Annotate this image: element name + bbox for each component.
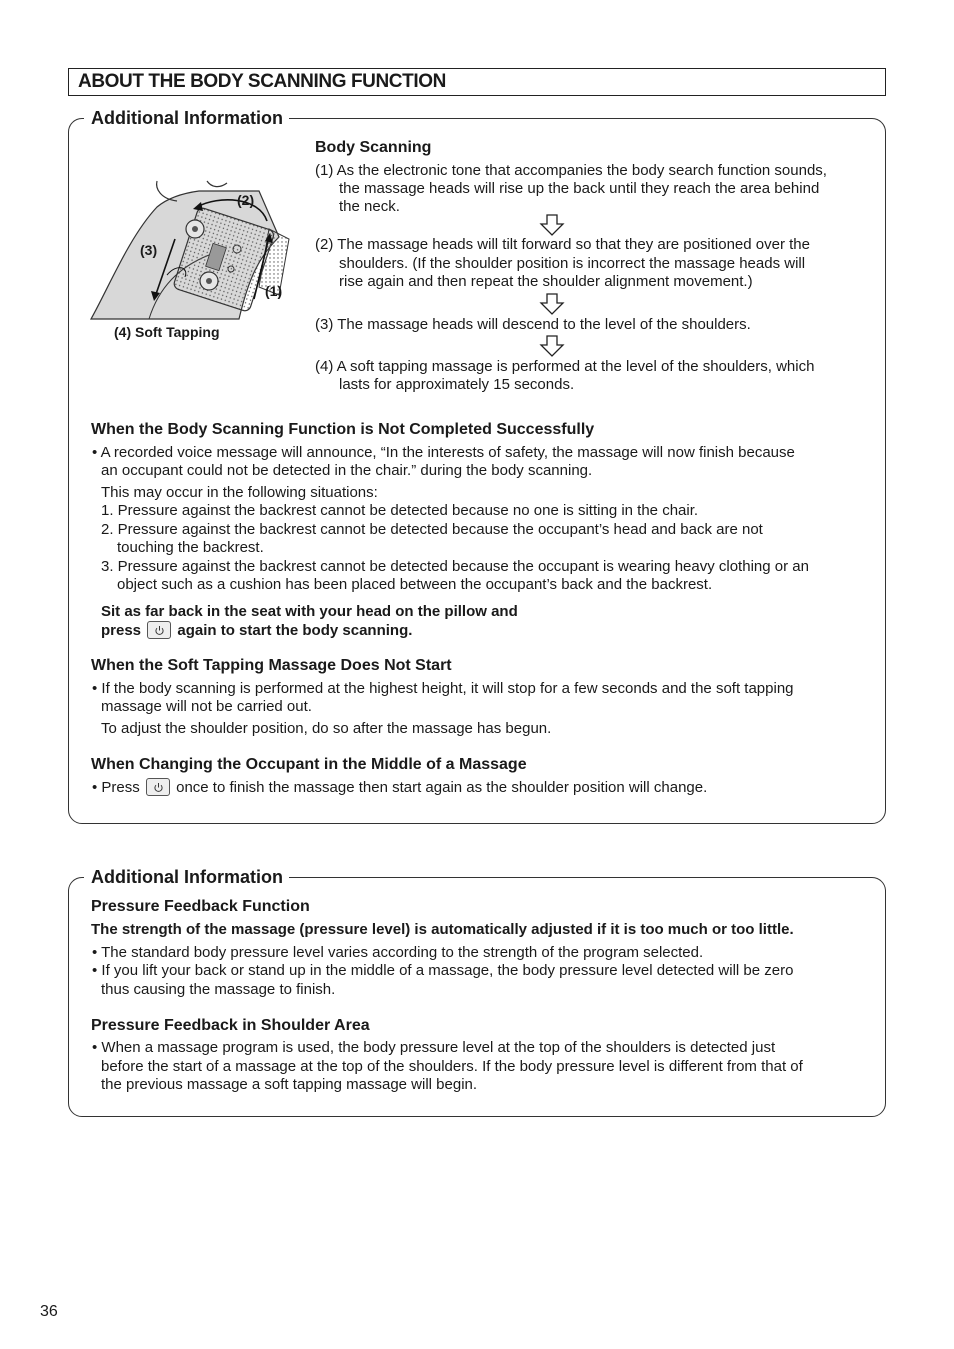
box-legend: Additional Information [84,108,289,128]
advice-restart-text: again to start the body scanning. [177,622,413,639]
figure-label-2: (2) [237,192,255,208]
body-scanning-illustration [89,177,294,322]
step-2-line-1: (2) The massage heads will tilt forward so that they are positioned over the [315,236,810,253]
page-title: ABOUT THE BODY SCANNING FUNCTION [68,68,886,96]
figure-caption: (4) Soft Tapping [114,324,220,340]
power-button-icon [146,778,170,796]
figure-label-1: (1) [265,283,283,299]
step-1-line-2: the massage heads will rise up the back until they reach the area behind [339,180,820,197]
power-button-icon [147,621,171,639]
soft-tapping-bullet-line-2: massage will not be carried out. [101,698,312,715]
soft-tapping-title: When the Soft Tapping Massage Does Not Start [91,657,452,674]
down-arrow-icon [539,214,565,236]
pressure-feedback-lead: The strength of the massage (pressure level) is automatically adjusted if it is too much or too little. [91,921,794,938]
shoulder-area-title: Pressure Feedback in Shoulder Area [91,1017,370,1034]
additional-info-box-1 [68,108,886,824]
changing-occupant-press-text: • Press [92,779,140,796]
step-1-line-3: the neck. [339,198,400,215]
box-legend: Additional Information [84,867,289,887]
figure-label-3: (3) [140,242,158,258]
changing-occupant-title: When Changing the Occupant in the Middle of a Massage [91,756,527,773]
situation-item-3-line-1: 3. Pressure against the backrest cannot be detected because the occupant is wearing heavy clothing or an [101,558,809,575]
step-4-line-1: (4) A soft tapping massage is performed at the level of the shoulders, which [315,358,815,375]
down-arrow-icon [539,335,565,357]
shoulder-area-bullet-line-1: • When a massage program is used, the body pressure level at the top of the shoulders is detected just [92,1039,776,1056]
pressure-feedback-bullet-2-line-2: thus causing the massage to finish. [101,981,336,998]
body-scanning-title: Body Scanning [315,139,432,156]
changing-occupant-bullet [92,778,707,798]
situation-item-1: 1. Pressure against the backrest cannot be detected because no one is sitting in the chair. [101,502,699,519]
step-3-line-1: (3) The massage heads will descend to the level of the shoulders. [315,316,751,333]
situation-item-2-line-2: touching the backrest. [117,539,264,556]
soft-tapping-note: To adjust the shoulder position, do so after the massage has begun. [101,720,552,737]
not-completed-bullet-line-1: • A recorded voice message will announce, “In the interests of safety, the massage will now finish because [92,444,795,461]
pressure-feedback-bullet-2-line-1: • If you lift your back or stand up in the middle of a massage, the body pressure level detected will be zero [92,962,794,979]
changing-occupant-rest-text: once to finish the massage then start again as the shoulder position will change. [176,779,708,796]
pressure-feedback-title: Pressure Feedback Function [91,898,310,915]
situation-item-3-line-2: object such as a cushion has been placed between the occupant’s back and the backrest. [117,576,713,593]
situation-item-2-line-1: 2. Pressure against the backrest cannot be detected because the occupant’s head and back are not [101,521,763,538]
step-1-line-1: (1) As the electronic tone that accompanies the body search function sounds, [315,162,827,179]
down-arrow-icon [539,293,565,315]
step-4-line-2: lasts for approximately 15 seconds. [339,376,575,393]
soft-tapping-bullet-line-1: • If the body scanning is performed at the highest height, it will stop for a few seconds and the soft tapping [92,680,794,697]
advice-line-2 [101,621,412,641]
step-2-line-2: shoulders. (If the shoulder position is incorrect the massage heads will [339,255,806,272]
step-2-line-3: rise again and then repeat the shoulder alignment movement.) [339,273,753,290]
pressure-feedback-bullet-1: • The standard body pressure level varies according to the strength of the program selected. [92,944,704,961]
additional-info-box-2 [68,867,886,1117]
situations-intro: This may occur in the following situations: [101,484,378,501]
page-number: 36 [40,1303,58,1320]
not-completed-title: When the Body Scanning Function is Not Completed Successfully [91,421,595,438]
advice-press-text: press [101,622,142,639]
not-completed-bullet-line-2: an occupant could not be detected in the chair.” during the body scanning. [101,462,593,479]
shoulder-area-bullet-line-2: before the start of a massage at the top of the shoulders. If the body pressure level is different from that of [101,1058,803,1075]
advice-line-1: Sit as far back in the seat with your head on the pillow and [101,603,518,620]
shoulder-area-bullet-line-3: the previous massage a soft tapping massage will begin. [101,1076,478,1093]
